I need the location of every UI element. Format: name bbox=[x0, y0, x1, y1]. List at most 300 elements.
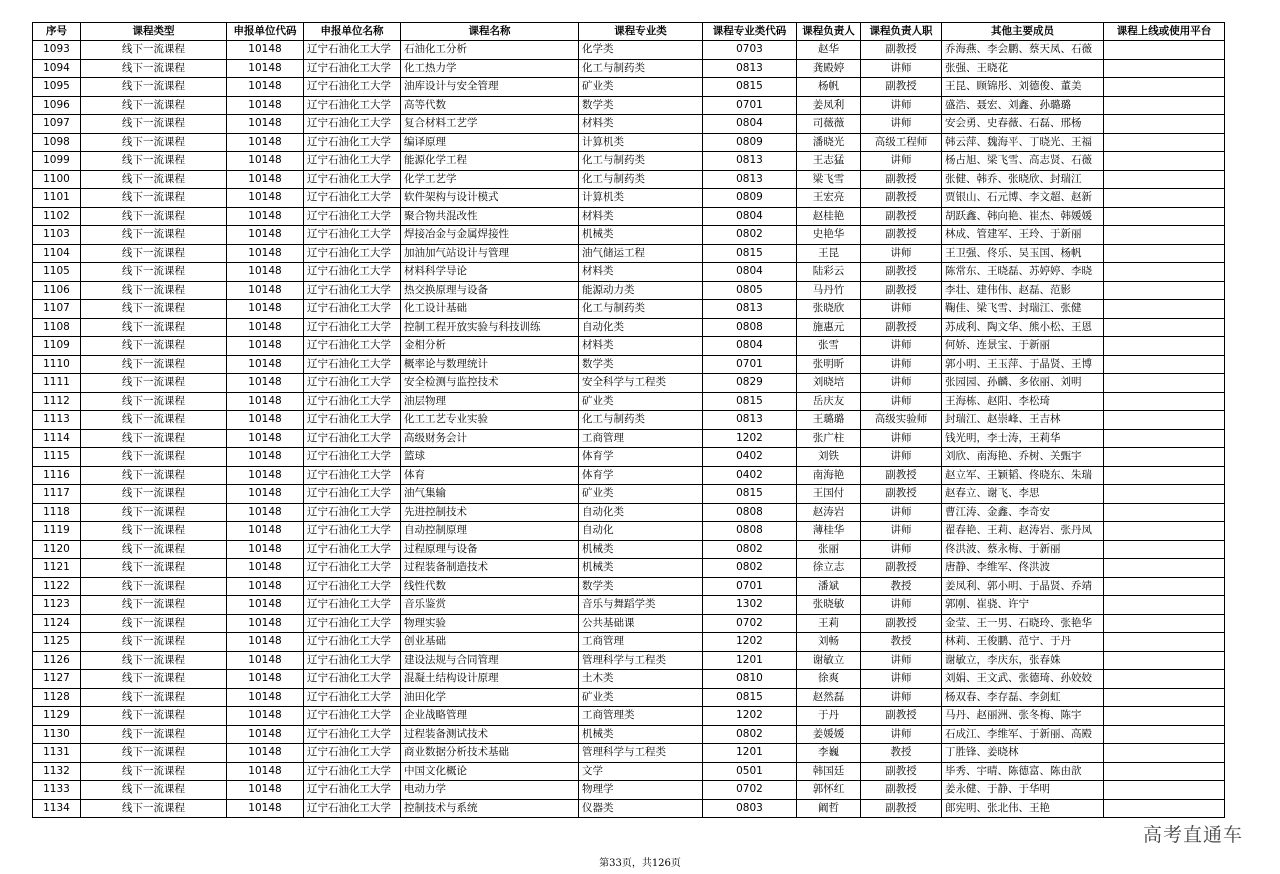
table-cell: 讲师 bbox=[861, 355, 942, 374]
table-cell: 讲师 bbox=[861, 448, 942, 467]
table-cell: 辽宁石油化工大学 bbox=[304, 448, 401, 467]
table-cell: 0813 bbox=[703, 152, 797, 171]
table-cell: 石成江、李维军、于新丽、高殿 bbox=[942, 725, 1104, 744]
table-row bbox=[33, 96, 1225, 115]
table-cell bbox=[1104, 725, 1225, 744]
table-cell: 高级实验师 bbox=[861, 411, 942, 430]
table-cell: 1123 bbox=[33, 596, 81, 615]
table-cell: 1093 bbox=[33, 41, 81, 60]
table-cell: 0815 bbox=[703, 392, 797, 411]
table-cell: 辽宁石油化工大学 bbox=[304, 799, 401, 818]
table-row bbox=[33, 762, 1225, 781]
table-cell: 材料类 bbox=[579, 263, 703, 282]
table-cell: 1202 bbox=[703, 429, 797, 448]
table-cell: 杨双春、李存磊、李剑虹 bbox=[942, 688, 1104, 707]
table-cell: 鞠佳、梁飞雪、封瑞江、张健 bbox=[942, 300, 1104, 319]
table-cell: 0815 bbox=[703, 485, 797, 504]
table-cell bbox=[1104, 411, 1225, 430]
table-cell: 线下一流课程 bbox=[81, 337, 227, 356]
table-cell: 辽宁石油化工大学 bbox=[304, 670, 401, 689]
table-cell: 线下一流课程 bbox=[81, 78, 227, 97]
table-cell: 计算机类 bbox=[579, 189, 703, 208]
table-cell: 线下一流课程 bbox=[81, 318, 227, 337]
table-cell: 辽宁石油化工大学 bbox=[304, 614, 401, 633]
table-cell: 0701 bbox=[703, 96, 797, 115]
table-row bbox=[33, 41, 1225, 60]
table-cell: 矿业类 bbox=[579, 78, 703, 97]
table-row bbox=[33, 651, 1225, 670]
table-cell bbox=[1104, 170, 1225, 189]
table-cell: 副教授 bbox=[861, 707, 942, 726]
table-cell: 赵华 bbox=[797, 41, 861, 60]
table-cell: 辽宁石油化工大学 bbox=[304, 59, 401, 78]
table-cell: 1106 bbox=[33, 281, 81, 300]
table-cell: 0813 bbox=[703, 170, 797, 189]
table-cell: 线下一流课程 bbox=[81, 189, 227, 208]
table-row bbox=[33, 133, 1225, 152]
table-row bbox=[33, 799, 1225, 818]
table-cell: 翟春艳、王莉、赵涛岩、张丹凤 bbox=[942, 522, 1104, 541]
table-cell bbox=[1104, 466, 1225, 485]
table-cell: 10148 bbox=[227, 799, 304, 818]
table-cell: 10148 bbox=[227, 59, 304, 78]
table-cell: 王国付 bbox=[797, 485, 861, 504]
table-cell: 焊接冶金与金属焊接性 bbox=[401, 226, 579, 245]
table-cell bbox=[1104, 189, 1225, 208]
table-cell: 曹江涛、金鑫、李奇安 bbox=[942, 503, 1104, 522]
table-cell: 篮球 bbox=[401, 448, 579, 467]
table-cell bbox=[1104, 799, 1225, 818]
table-cell: 线下一流课程 bbox=[81, 170, 227, 189]
table-cell: 线下一流课程 bbox=[81, 633, 227, 652]
table-cell: 材料科学导论 bbox=[401, 263, 579, 282]
table-cell: 辽宁石油化工大学 bbox=[304, 485, 401, 504]
table-cell: 自动化 bbox=[579, 522, 703, 541]
table-cell: 辽宁石油化工大学 bbox=[304, 725, 401, 744]
table-row bbox=[33, 392, 1225, 411]
table-cell: 唐静、李维军、佟洪波 bbox=[942, 559, 1104, 578]
table-cell: 辽宁石油化工大学 bbox=[304, 41, 401, 60]
table-cell: 王莉 bbox=[797, 614, 861, 633]
table-cell: 混凝土结构设计原理 bbox=[401, 670, 579, 689]
table-row bbox=[33, 207, 1225, 226]
table-cell bbox=[1104, 651, 1225, 670]
table-cell: 辽宁石油化工大学 bbox=[304, 781, 401, 800]
table-cell bbox=[1104, 485, 1225, 504]
table-cell: 0802 bbox=[703, 540, 797, 559]
table-cell: 线下一流课程 bbox=[81, 41, 227, 60]
table-cell: 薄桂华 bbox=[797, 522, 861, 541]
table-cell: 线下一流课程 bbox=[81, 651, 227, 670]
table-cell: 线下一流课程 bbox=[81, 799, 227, 818]
table-cell: 线下一流课程 bbox=[81, 226, 227, 245]
table-header-row bbox=[33, 23, 1225, 41]
table-cell bbox=[1104, 355, 1225, 374]
table-cell: 副教授 bbox=[861, 226, 942, 245]
table-cell: 钱光明，李士涛，王莉华 bbox=[942, 429, 1104, 448]
table-cell: 10148 bbox=[227, 651, 304, 670]
table-cell: 副教授 bbox=[861, 189, 942, 208]
table-cell: 张健、韩乔、张晓欣、封瑞江 bbox=[942, 170, 1104, 189]
table-cell: 10148 bbox=[227, 688, 304, 707]
table-row bbox=[33, 170, 1225, 189]
table-cell: 建设法规与合同管理 bbox=[401, 651, 579, 670]
table-cell: 线下一流课程 bbox=[81, 244, 227, 263]
table-cell: 体育学 bbox=[579, 466, 703, 485]
table-cell: 0701 bbox=[703, 355, 797, 374]
table-cell: 1133 bbox=[33, 781, 81, 800]
table-cell: 10148 bbox=[227, 670, 304, 689]
table-cell: 1114 bbox=[33, 429, 81, 448]
table-cell: 1132 bbox=[33, 762, 81, 781]
table-cell: 0813 bbox=[703, 300, 797, 319]
table-cell: 1095 bbox=[33, 78, 81, 97]
table-cell: 1120 bbox=[33, 540, 81, 559]
table-cell bbox=[1104, 318, 1225, 337]
table-cell: 史艳华 bbox=[797, 226, 861, 245]
table-cell bbox=[1104, 244, 1225, 263]
table-cell: 1105 bbox=[33, 263, 81, 282]
table-cell: 过程装备制造技术 bbox=[401, 559, 579, 578]
table-cell: 杨帆 bbox=[797, 78, 861, 97]
table-cell: 体育 bbox=[401, 466, 579, 485]
table-cell: 化工热力学 bbox=[401, 59, 579, 78]
table-cell: 10148 bbox=[227, 133, 304, 152]
table-cell: 1097 bbox=[33, 115, 81, 134]
table-cell: 10148 bbox=[227, 392, 304, 411]
table-cell: 矿业类 bbox=[579, 688, 703, 707]
table-cell: 线下一流课程 bbox=[81, 281, 227, 300]
table-cell: 辽宁石油化工大学 bbox=[304, 207, 401, 226]
table-cell: 10148 bbox=[227, 411, 304, 430]
table-cell: 10148 bbox=[227, 355, 304, 374]
table-cell: 线下一流课程 bbox=[81, 115, 227, 134]
table-cell: 张广柱 bbox=[797, 429, 861, 448]
table-cell: 金相分析 bbox=[401, 337, 579, 356]
table-cell: 阚哲 bbox=[797, 799, 861, 818]
table-cell: 10148 bbox=[227, 96, 304, 115]
table-cell: 10148 bbox=[227, 300, 304, 319]
table-cell: 辽宁石油化工大学 bbox=[304, 337, 401, 356]
table-cell: 王卫强、佟乐、吴玉国、杨帆 bbox=[942, 244, 1104, 263]
table-cell: 高级财务会计 bbox=[401, 429, 579, 448]
table-cell: 1127 bbox=[33, 670, 81, 689]
table-cell: 10148 bbox=[227, 78, 304, 97]
table-cell: 1121 bbox=[33, 559, 81, 578]
table-cell: 管理科学与工程类 bbox=[579, 744, 703, 763]
table-cell: 土木类 bbox=[579, 670, 703, 689]
table-cell bbox=[1104, 226, 1225, 245]
table-cell: 0802 bbox=[703, 725, 797, 744]
table-cell: 1115 bbox=[33, 448, 81, 467]
table-cell bbox=[1104, 96, 1225, 115]
table-cell: 油层物理 bbox=[401, 392, 579, 411]
table-cell: 10148 bbox=[227, 226, 304, 245]
table-cell: 1118 bbox=[33, 503, 81, 522]
table-cell: 线下一流课程 bbox=[81, 762, 227, 781]
table-cell: 公共基础课 bbox=[579, 614, 703, 633]
table-cell: 能源动力类 bbox=[579, 281, 703, 300]
table-cell: 郭怀红 bbox=[797, 781, 861, 800]
table-cell: 刘娟、王文武、张德琦、孙姣姣 bbox=[942, 670, 1104, 689]
table-cell: 张晓敏 bbox=[797, 596, 861, 615]
table-cell: 辽宁石油化工大学 bbox=[304, 374, 401, 393]
table-cell: 软件架构与设计模式 bbox=[401, 189, 579, 208]
table-row bbox=[33, 707, 1225, 726]
table-cell: 乔海燕、李会鹏、蔡天凤、石薇 bbox=[942, 41, 1104, 60]
table-cell: 线下一流课程 bbox=[81, 688, 227, 707]
table-cell: 自动化类 bbox=[579, 318, 703, 337]
table-cell: 1122 bbox=[33, 577, 81, 596]
table-cell: 1126 bbox=[33, 651, 81, 670]
table-cell: 0402 bbox=[703, 448, 797, 467]
table-cell: 工商管理 bbox=[579, 429, 703, 448]
table-cell: 讲师 bbox=[861, 670, 942, 689]
table-cell: 讲师 bbox=[861, 651, 942, 670]
table-cell: 10148 bbox=[227, 744, 304, 763]
table-cell: 副教授 bbox=[861, 170, 942, 189]
table-cell: 1124 bbox=[33, 614, 81, 633]
table-row bbox=[33, 59, 1225, 78]
table-cell: 副教授 bbox=[861, 41, 942, 60]
table-cell: 讲师 bbox=[861, 96, 942, 115]
table-cell: 讲师 bbox=[861, 244, 942, 263]
table-cell: 高级工程师 bbox=[861, 133, 942, 152]
table-cell: 赵桂艳 bbox=[797, 207, 861, 226]
table-cell: 1201 bbox=[703, 744, 797, 763]
table-row bbox=[33, 152, 1225, 171]
table-cell: 讲师 bbox=[861, 503, 942, 522]
table-cell: 10148 bbox=[227, 503, 304, 522]
table-cell: 10148 bbox=[227, 577, 304, 596]
table-cell: 线下一流课程 bbox=[81, 448, 227, 467]
column-header: 课程名称 bbox=[401, 23, 579, 41]
table-cell: 线下一流课程 bbox=[81, 485, 227, 504]
table-cell: 10148 bbox=[227, 762, 304, 781]
table-row bbox=[33, 503, 1225, 522]
table-cell: 管理科学与工程类 bbox=[579, 651, 703, 670]
table-cell: 0501 bbox=[703, 762, 797, 781]
table-row bbox=[33, 263, 1225, 282]
table-cell: 油田化学 bbox=[401, 688, 579, 707]
table-cell: 线下一流课程 bbox=[81, 744, 227, 763]
table-cell bbox=[1104, 540, 1225, 559]
table-cell bbox=[1104, 41, 1225, 60]
table-cell: 讲师 bbox=[861, 429, 942, 448]
table-cell: 陈常东、王晓磊、苏婷婷、李晓 bbox=[942, 263, 1104, 282]
table-cell bbox=[1104, 633, 1225, 652]
table-cell bbox=[1104, 59, 1225, 78]
table-cell: 创业基础 bbox=[401, 633, 579, 652]
table-cell: 王璐璐 bbox=[797, 411, 861, 430]
table-cell: 赵然磊 bbox=[797, 688, 861, 707]
column-header: 课程负责人职 bbox=[861, 23, 942, 41]
table-cell: 副教授 bbox=[861, 781, 942, 800]
table-cell: 辽宁石油化工大学 bbox=[304, 411, 401, 430]
table-cell: 姜媛媛 bbox=[797, 725, 861, 744]
table-cell: 1113 bbox=[33, 411, 81, 430]
table-cell: 10148 bbox=[227, 485, 304, 504]
table-cell: 王海栋、赵阳、李松琦 bbox=[942, 392, 1104, 411]
table-cell: 辽宁石油化工大学 bbox=[304, 96, 401, 115]
table-cell bbox=[1104, 577, 1225, 596]
table-cell: 音乐与舞蹈学类 bbox=[579, 596, 703, 615]
table-cell: 材料类 bbox=[579, 207, 703, 226]
table-cell: 1096 bbox=[33, 96, 81, 115]
table-cell: 0829 bbox=[703, 374, 797, 393]
table-cell: 1104 bbox=[33, 244, 81, 263]
table-cell bbox=[1104, 281, 1225, 300]
table-cell: 1108 bbox=[33, 318, 81, 337]
table-cell: 仪器类 bbox=[579, 799, 703, 818]
table-row bbox=[33, 670, 1225, 689]
table-cell: 化学类 bbox=[579, 41, 703, 60]
table-cell: 辽宁石油化工大学 bbox=[304, 522, 401, 541]
table-cell: 岳庆友 bbox=[797, 392, 861, 411]
table-cell: 辽宁石油化工大学 bbox=[304, 503, 401, 522]
table-row bbox=[33, 355, 1225, 374]
table-cell: 郭刚、崔骁、许宁 bbox=[942, 596, 1104, 615]
table-cell: 油库设计与安全管理 bbox=[401, 78, 579, 97]
table-cell: 企业战略管理 bbox=[401, 707, 579, 726]
table-cell: 编译原理 bbox=[401, 133, 579, 152]
table-cell: 辽宁石油化工大学 bbox=[304, 318, 401, 337]
table-row bbox=[33, 244, 1225, 263]
table-cell: 李巍 bbox=[797, 744, 861, 763]
table-cell: 10148 bbox=[227, 466, 304, 485]
table-row bbox=[33, 429, 1225, 448]
table-cell: 复合材料工艺学 bbox=[401, 115, 579, 134]
table-cell: 教授 bbox=[861, 577, 942, 596]
table-row bbox=[33, 688, 1225, 707]
table-cell: 1098 bbox=[33, 133, 81, 152]
table-cell: 热交换原理与设备 bbox=[401, 281, 579, 300]
table-cell: 化工与制药类 bbox=[579, 59, 703, 78]
table-cell: 1202 bbox=[703, 707, 797, 726]
table-cell: 于丹 bbox=[797, 707, 861, 726]
table-cell: 0804 bbox=[703, 263, 797, 282]
table-cell: 讲师 bbox=[861, 59, 942, 78]
table-cell: 教授 bbox=[861, 633, 942, 652]
table-cell: 1119 bbox=[33, 522, 81, 541]
table-cell: 张强、王晓花 bbox=[942, 59, 1104, 78]
table-cell: 辽宁石油化工大学 bbox=[304, 633, 401, 652]
table-cell: 辽宁石油化工大学 bbox=[304, 281, 401, 300]
table-cell: 中国文化概论 bbox=[401, 762, 579, 781]
table-row bbox=[33, 577, 1225, 596]
table-cell: 0804 bbox=[703, 207, 797, 226]
table-cell: 10148 bbox=[227, 170, 304, 189]
table-cell: 何娇、连景宝、于新丽 bbox=[942, 337, 1104, 356]
column-header: 其他主要成员 bbox=[942, 23, 1104, 41]
table-cell: 韩国廷 bbox=[797, 762, 861, 781]
table-cell: 过程装备测试技术 bbox=[401, 725, 579, 744]
table-cell: 佟洪波、蔡永梅、于新丽 bbox=[942, 540, 1104, 559]
table-cell bbox=[1104, 596, 1225, 615]
table-cell: 线下一流课程 bbox=[81, 207, 227, 226]
table-cell: 辽宁石油化工大学 bbox=[304, 152, 401, 171]
table-cell bbox=[1104, 670, 1225, 689]
table-cell: 控制技术与系统 bbox=[401, 799, 579, 818]
table-cell: 0808 bbox=[703, 318, 797, 337]
table-cell: 化学工艺学 bbox=[401, 170, 579, 189]
table-cell: 王宏亮 bbox=[797, 189, 861, 208]
table-cell: 10148 bbox=[227, 725, 304, 744]
column-header: 序号 bbox=[33, 23, 81, 41]
table-cell: 数学类 bbox=[579, 577, 703, 596]
table-cell: 计算机类 bbox=[579, 133, 703, 152]
table-row bbox=[33, 448, 1225, 467]
table-cell bbox=[1104, 392, 1225, 411]
table-cell: 安全科学与工程类 bbox=[579, 374, 703, 393]
table-cell: 辽宁石油化工大学 bbox=[304, 577, 401, 596]
table-row bbox=[33, 281, 1225, 300]
table-cell: 0804 bbox=[703, 115, 797, 134]
table-cell: 机械类 bbox=[579, 559, 703, 578]
table-cell: 机械类 bbox=[579, 540, 703, 559]
table-cell: 自动化类 bbox=[579, 503, 703, 522]
table-cell: 赵涛岩 bbox=[797, 503, 861, 522]
table-cell: 辽宁石油化工大学 bbox=[304, 466, 401, 485]
table-row bbox=[33, 300, 1225, 319]
table-cell: 潘晓光 bbox=[797, 133, 861, 152]
table-cell: 0803 bbox=[703, 799, 797, 818]
table-cell: 讲师 bbox=[861, 522, 942, 541]
table-cell: 潘斌 bbox=[797, 577, 861, 596]
table-cell: 谢敏立，李庆东，张春姝 bbox=[942, 651, 1104, 670]
table-cell: 矿业类 bbox=[579, 392, 703, 411]
table-row bbox=[33, 411, 1225, 430]
table-cell: 0702 bbox=[703, 614, 797, 633]
table-cell: 先进控制技术 bbox=[401, 503, 579, 522]
table-body bbox=[33, 41, 1225, 818]
table-cell: 刘欣、南海艳、乔树、关甄宇 bbox=[942, 448, 1104, 467]
table-cell: 副教授 bbox=[861, 466, 942, 485]
table-cell: 辽宁石油化工大学 bbox=[304, 744, 401, 763]
table-cell: 谢敏立 bbox=[797, 651, 861, 670]
table-cell: 辽宁石油化工大学 bbox=[304, 133, 401, 152]
column-header: 申报单位代码 bbox=[227, 23, 304, 41]
table-cell: 化工与制药类 bbox=[579, 152, 703, 171]
table-cell: 林莉、王俊鹏、范宁、于丹 bbox=[942, 633, 1104, 652]
table-cell: 1130 bbox=[33, 725, 81, 744]
table-cell: 辽宁石油化工大学 bbox=[304, 263, 401, 282]
table-cell: 南海艳 bbox=[797, 466, 861, 485]
table-cell: 辽宁石油化工大学 bbox=[304, 189, 401, 208]
table-cell bbox=[1104, 337, 1225, 356]
table-cell: 0808 bbox=[703, 522, 797, 541]
table-cell: 控制工程开放实验与科技训练 bbox=[401, 318, 579, 337]
table-cell bbox=[1104, 152, 1225, 171]
table-cell: 能源化学工程 bbox=[401, 152, 579, 171]
table-cell: 1102 bbox=[33, 207, 81, 226]
table-cell: 油气储运工程 bbox=[579, 244, 703, 263]
table-cell: 10148 bbox=[227, 244, 304, 263]
table-cell: 10148 bbox=[227, 596, 304, 615]
table-cell: 1116 bbox=[33, 466, 81, 485]
table-cell: 线下一流课程 bbox=[81, 522, 227, 541]
table-cell: 苏成利、陶文华、熊小松、王恩 bbox=[942, 318, 1104, 337]
table-cell: 副教授 bbox=[861, 318, 942, 337]
table-cell: 10148 bbox=[227, 337, 304, 356]
table-cell: 徐立志 bbox=[797, 559, 861, 578]
page-number: 第33页，共126页 bbox=[599, 858, 681, 869]
table-cell: 10148 bbox=[227, 522, 304, 541]
table-cell: 张晓欣 bbox=[797, 300, 861, 319]
table-cell: 概率论与数理统计 bbox=[401, 355, 579, 374]
table-cell: 1112 bbox=[33, 392, 81, 411]
table-row bbox=[33, 522, 1225, 541]
